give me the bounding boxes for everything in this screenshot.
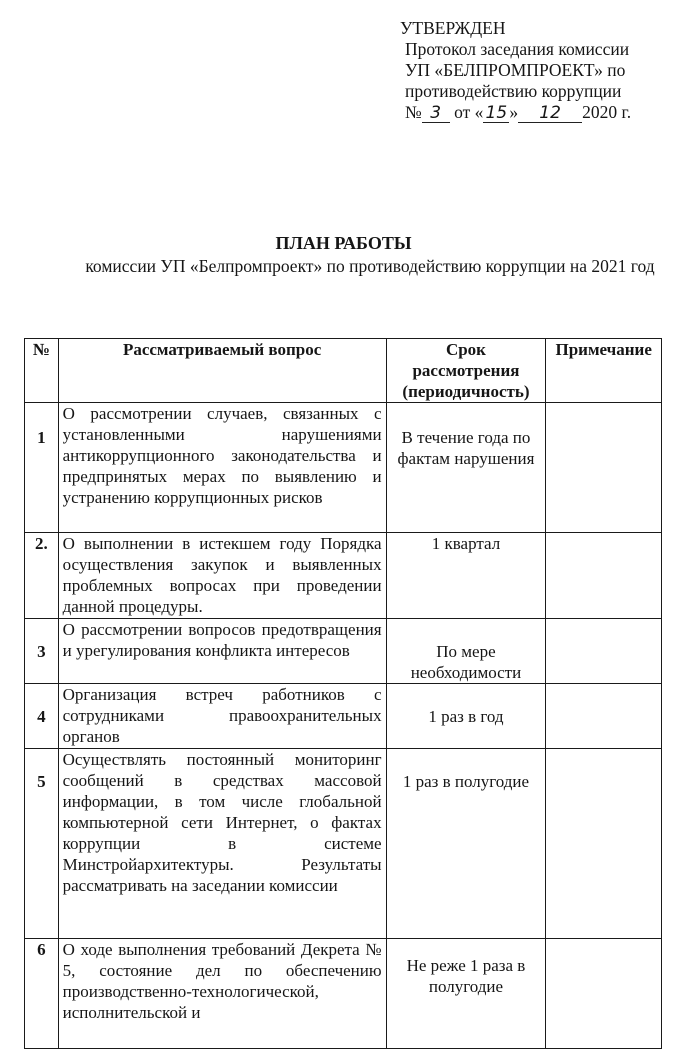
row-number: 4: [25, 684, 59, 749]
row-number: 1: [25, 403, 59, 533]
table-row: [25, 749, 662, 939]
protocol-month: 12: [518, 105, 582, 123]
table-row: [25, 939, 662, 1049]
protocol-number-sign: №: [405, 102, 422, 122]
row-term: В течение года по фактам нарушения: [386, 403, 546, 533]
row-term: 1 раз в полугодие: [386, 749, 546, 939]
row-question: О ходе выполнения требований Декрета № 5, состояние дел по обеспечению производственно-технологической, исполнительской и: [58, 939, 386, 1049]
approval-line-protocol: Протокол заседания комиссии: [405, 39, 630, 59]
row-question: Осуществлять постоянный мониторинг сообщений в средствах массовой информации, в том числе глобальной компьютерной сети Интернет, о фактах коррупции в системе Минстройархитектуры. Результаты рассматривать на заседании комиссии: [58, 749, 386, 939]
row-number: 3: [25, 619, 59, 684]
date-close-quote: »: [509, 102, 519, 122]
work-plan-table: [24, 338, 662, 1049]
row-term: Не реже 1 раза в полугодие: [386, 939, 546, 1049]
row-note: [546, 533, 662, 619]
approval-line-commission: противодействию коррупции: [405, 81, 622, 101]
approval-date-line: [405, 102, 680, 123]
approval-stamp: [400, 18, 680, 123]
document-title: ПЛАН РАБОТЫ: [275, 233, 412, 253]
header-question: Рассматриваемый вопрос: [58, 339, 386, 403]
document-subtitle: комиссии УП «Белпромпроект» по противодействию коррупции на 2021 год: [85, 256, 655, 276]
row-note: [546, 684, 662, 749]
header-term: Срок рассмотрения (периодичность): [386, 339, 546, 403]
header-note: Примечание: [546, 339, 662, 403]
row-note: [546, 619, 662, 684]
row-number: 6: [25, 939, 59, 1049]
row-question: О выполнении в истекшем году Порядка осуществления закупок и выявленных проблемных вопросах при проведении данной процедуры.: [58, 533, 386, 619]
row-question: О рассмотрении случаев, связанных с установленными нарушениями антикоррупционного законодательства и предпринятых мерах по выявлению и устранению коррупционных рисков: [58, 403, 386, 533]
approval-line-org: УП «БЕЛПРОМПРОЕКТ» по: [405, 60, 626, 80]
row-number: 5: [25, 749, 59, 939]
row-question: О рассмотрении вопросов предотвращения и урегулирования конфликта интересов: [58, 619, 386, 684]
row-number: 2.: [25, 533, 59, 619]
row-note: [546, 939, 662, 1049]
row-term: 1 квартал: [386, 533, 546, 619]
date-from-label: от «: [454, 102, 484, 122]
row-term: По мере необходимости: [386, 619, 546, 684]
table-row: [25, 403, 662, 533]
row-note: [546, 403, 662, 533]
row-question: Организация встреч работников с сотрудниками правоохранительных органов: [58, 684, 386, 749]
table-row: [25, 684, 662, 749]
protocol-year: 2020 г.: [582, 102, 632, 122]
protocol-number: 3: [422, 105, 450, 123]
table-header-row: [25, 339, 662, 403]
approval-heading: УТВЕРЖДЕН: [400, 18, 506, 38]
row-term: 1 раз в год: [386, 684, 546, 749]
table-row: [25, 533, 662, 619]
protocol-day: 15: [483, 105, 509, 123]
header-number: №: [25, 339, 59, 403]
table-row: [25, 619, 662, 684]
row-note: [546, 749, 662, 939]
